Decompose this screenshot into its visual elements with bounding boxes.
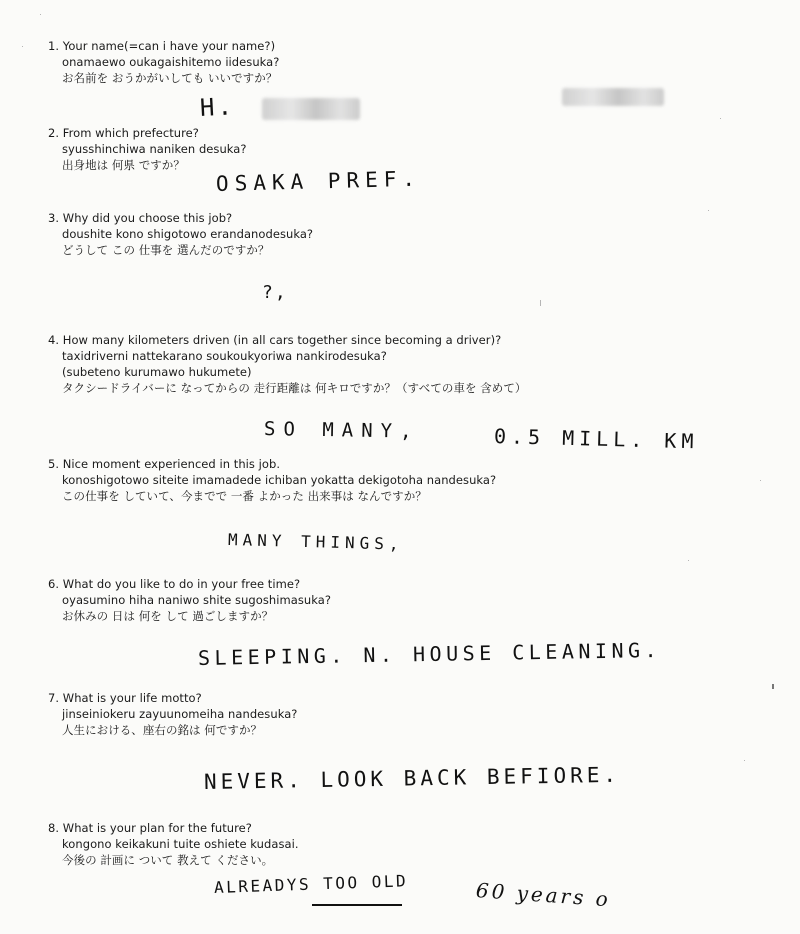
- redacted-name-2: [562, 88, 664, 106]
- scan-speck: [708, 210, 709, 211]
- question-text-en: 1. Your name(=can i have your name?): [48, 39, 276, 53]
- handwritten-answer-6: SLEEPING. N. HOUSE CLEANING.: [197, 637, 662, 670]
- handwritten-answer-2: OSAKA PREF.: [215, 166, 422, 196]
- question-text-jp: この仕事を していて、今までで 一番 よかった 出来事は なんですか？: [62, 489, 427, 503]
- question-text-romaji: oyasumino hiha naniwo shite sugoshimasuka?: [62, 593, 331, 607]
- answer-underline: [312, 904, 402, 906]
- handwritten-answer-4-extra: 0.5 MILL. KM: [493, 424, 699, 454]
- question-text-romaji: onamaewo oukagaishitemo iidesuka?: [62, 55, 280, 69]
- question-text-jp: タクシードライバーに なってからの 走行距離は 何キロですか？（すべての車を 含めて）: [62, 381, 527, 395]
- question-text-romaji: kongono keikakuni tuite oshiete kudasai.: [62, 837, 299, 851]
- handwritten-answer-8: ALREADYS TOO OLD: [213, 871, 409, 897]
- handwritten-answer-1: H.: [199, 92, 236, 122]
- question-8: [48, 820, 708, 868]
- question-text-jp: お休みの 日は 何を して 過ごしますか？: [62, 609, 274, 623]
- question-text-jp: どうして この 仕事を 選んだのですか？: [62, 243, 270, 257]
- question-4: [48, 332, 708, 396]
- question-text-en: 3. Why did you choose this job?: [48, 211, 233, 225]
- question-text-romaji: syusshinchiwa naniken desuka?: [62, 142, 247, 156]
- question-text-romaji: taxidriverni nattekarano soukoukyoriwa nankirodesuka?: [62, 349, 387, 363]
- question-text-en: 8. What is your plan for the future?: [48, 821, 252, 835]
- question-text-jp: お名前を おうかがいしても いいですか？: [62, 71, 278, 85]
- handwritten-answer-7: NEVER. LOOK BACK BEFIORE.: [203, 762, 621, 794]
- scan-speck: [760, 480, 761, 481]
- redacted-name: [262, 98, 360, 120]
- question-2: [48, 125, 708, 173]
- question-text-en: 4. How many kilometers driven (in all cars together since becoming a driver)?: [48, 333, 502, 347]
- question-text-jp: 出身地は 何県 ですか？: [62, 158, 185, 172]
- scan-speck: [720, 118, 721, 119]
- question-1: [48, 38, 708, 86]
- question-text-en: 7. What is your life motto?: [48, 691, 202, 705]
- question-text-en: 2. From which prefecture?: [48, 126, 199, 140]
- question-text-romaji: konoshigotowo siteite imamadede ichiban yokatta dekigotoha nandesuka?: [62, 473, 497, 487]
- scan-speck: [540, 300, 541, 306]
- question-6: [48, 576, 708, 624]
- handwritten-answer-4: SO MANY,: [263, 418, 420, 443]
- question-7: [48, 690, 708, 738]
- handwritten-answer-3: ?,: [262, 282, 288, 303]
- question-text-en: 6. What do you like to do in your free time?: [48, 577, 301, 591]
- scan-speck: [688, 560, 689, 561]
- handwritten-answer-5: MANY THINGS,: [227, 530, 404, 554]
- handwritten-answer-8-extra: 60 years o: [475, 878, 612, 912]
- question-text-romaji-2: (subeteno kurumawo hukumete): [62, 365, 252, 379]
- question-text-romaji: doushite kono shigotowo erandanodesuka?: [62, 227, 314, 241]
- question-text-romaji: jinseiniokeru zayuunomeiha nandesuka?: [62, 707, 298, 721]
- question-text-en: 5. Nice moment experienced in this job.: [48, 457, 281, 471]
- scan-speck: [40, 14, 41, 15]
- scan-speck: [744, 760, 745, 761]
- scan-speck: [772, 684, 774, 689]
- question-3: [48, 210, 708, 258]
- question-text-jp: 人生における、座右の銘は 何ですか？: [62, 723, 263, 737]
- question-5: [48, 456, 708, 504]
- scan-speck: [22, 46, 23, 47]
- question-text-jp: 今後の 計画に ついて 教えて ください。: [62, 853, 274, 867]
